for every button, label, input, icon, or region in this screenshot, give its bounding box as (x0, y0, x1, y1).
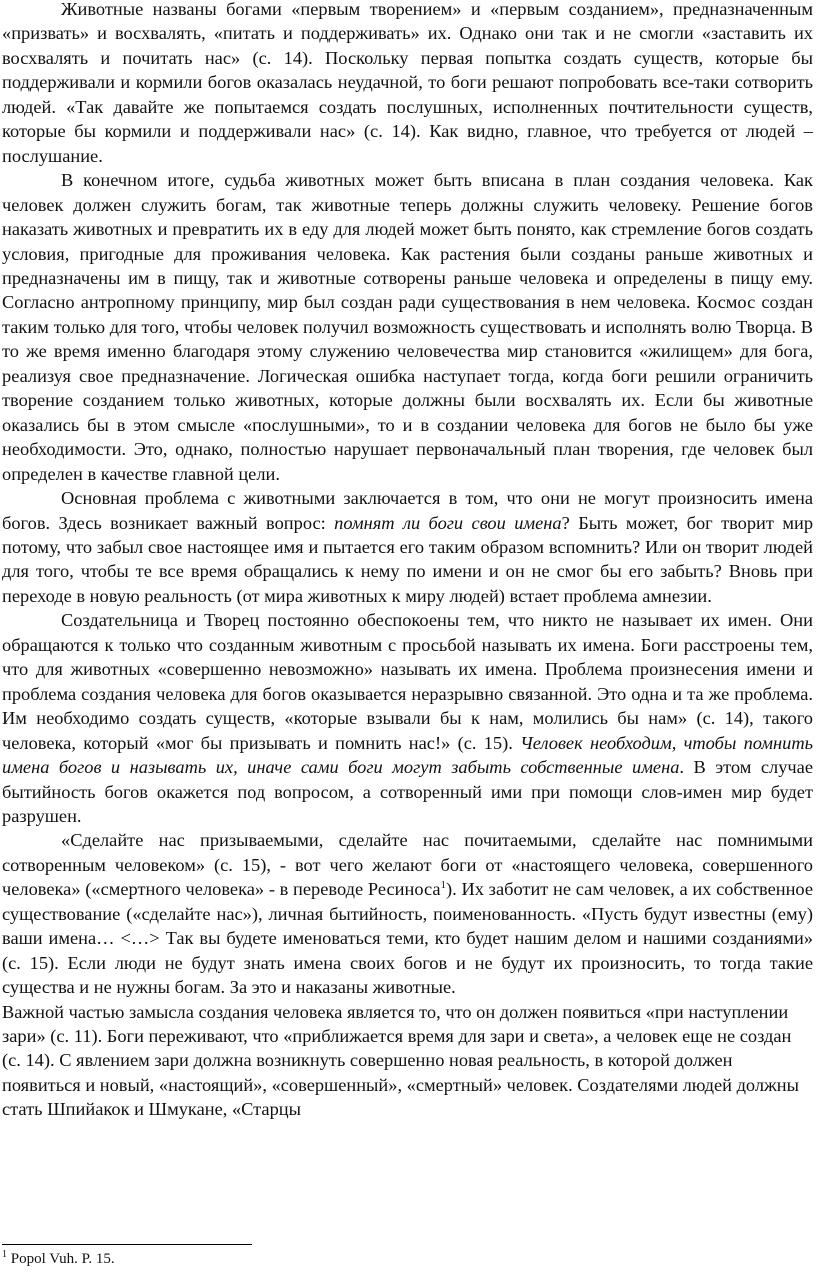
text-run: ). Их заботит не сам человек, а их собственное существование («сделайте нас»), личная бытийность, поименованность. «Пусть будут известны (ему) ваши имена… <…> Так вы будете именоваться теми, кто будет нашим делом и нашими созданиями» (с. 15). Если люди не будут знать имена своих богов и не будут их произносить, то тогда такие существа и не нужны богам. За это и наказаны животные. (2, 879, 814, 998)
text-run: . В этом случае бытийность богов окажется под вопросом, а сотворенный ими при помощи слов-имен мир будет разрушен. (2, 757, 813, 826)
footnote-separator (2, 1244, 252, 1245)
paragraph-2 (2, 168, 813, 486)
footnote (2, 1250, 402, 1268)
italic-text: Человек необходим, чтобы помнить имена богов и называть их, иначе сами боги могут забыть собственные имена (2, 732, 813, 778)
paragraph-3 (2, 486, 813, 608)
footnote-marker: 1 (2, 1249, 7, 1260)
text-run: Важной частью замысла создания человека является то, что он должен появиться «при наступлении зари» (с. 11). Боги переживают, что «приближается время для зари и света», а человек еще не создан (с. 14). С явлением зари должна возникнуть совершенно новая реальность, в которой должен появиться и новый, «настоящий», «совершенный», «смертный» человек. Создателями людей должны стать Шпийакок и Шмукане, «Старцы (2, 1001, 799, 1120)
paragraph-4 (2, 608, 813, 828)
text-run: «Сделайте нас призываемыми, сделайте нас почитаемыми, сделайте нас помнимыми сотворенным человеком» (с. 15), - вот чего желают боги от «настоящего человека, совершенного человека» («смертного человека» - в переводе Ресиноса (2, 830, 813, 900)
text-run: ? Быть может, бог творит мир потому, что забыл свое настоящее имя и пытается его таким образом вспомнить? Или он творит людей для того, чтобы те все время обращались к нему по имени и он не смог бы его забыть? Вновь при переходе в новую реальность (от мира животных к миру людей) встает проблема амнезии. (2, 512, 814, 606)
italic-text: помнят ли боги свои имена (334, 512, 562, 533)
paragraph-1 (2, 0, 813, 168)
text-run: Основная проблема с животными заключается в том, что они не могут произносить имена богов. Здесь возникает важный вопрос: (2, 488, 813, 533)
paragraph-6 (2, 1000, 813, 1122)
text-run: Создательница и Творец постоянно обеспокоены тем, что никто не называет их имен. Они обращаются к только что созданным животным с просьбой называть их имена. Боги расстроены тем, что для животных «совершенно невозможно» называть их имена. Проблема произнесения имени и проблема создания человека для богов оказывается неразрывно связанной. Это одна и та же проблема. Им необходимо создать существ, «которые взывали бы к нам, молились бы нам» (с. 14), такого человека, который «мог бы призывать и помнить нас!» (с. 15). (2, 610, 813, 753)
paragraph-5 (2, 828, 813, 999)
text-run: Животные названы богами «первым творением» и «первым созданием», предназначенным «призвать» и восхвалять, «питать и поддерживать» их. Однако они так и не смогли «заставить их восхвалять и почитать нас» (с. 14). Поскольку первая попытка создать существ, которые бы поддерживали и кормили богов оказалась неудачной, то боги решают попробовать все-таки сотворить людей. «Так давайте же попытаемся создать послушных, исполненных почтительности существ, которые бы кормили и поддерживали нас» (с. 14). Как видно, главное, что требуется от людей – послушание. (2, 0, 813, 166)
footnote-text: Popol Vuh. P. 15. (7, 1251, 115, 1267)
footnote-reference: 1 (440, 879, 447, 892)
text-run: В конечном итоге, судьба животных может быть вписана в план создания человека. Как человек должен служить богам, так животные теперь должны служить человеку. Решение богов наказать животных и превратить их в еду для людей может быть понято, как стремление богов создать условия, пригодные для проживания человека. Как растения были созданы раньше животных и предназначены им в пищу, так и животные сотворены раньше человека и определены в пищу ему. Согласно антропному принципу, мир был создан ради существования в нем человека. Космос создан таким только для того, чтобы человек получил возможность существовать и исполнять волю Творца. В то же время именно благодаря этому служению человечества мир становится «жилищем» для бога, реализуя свое предназначение. Логическая ошибка наступает тогда, когда боги решили ограничить творение созданием только животных, которые должны были восхвалять их. Если бы животные оказались бы в этом смысле «послушными», то и в создании человека для богов не было бы уже необходимости. Это, однако, полностью нарушает первоначальный план творения, где человек был определен в качестве главной цели. (2, 170, 813, 484)
document-body (2, 0, 813, 1122)
